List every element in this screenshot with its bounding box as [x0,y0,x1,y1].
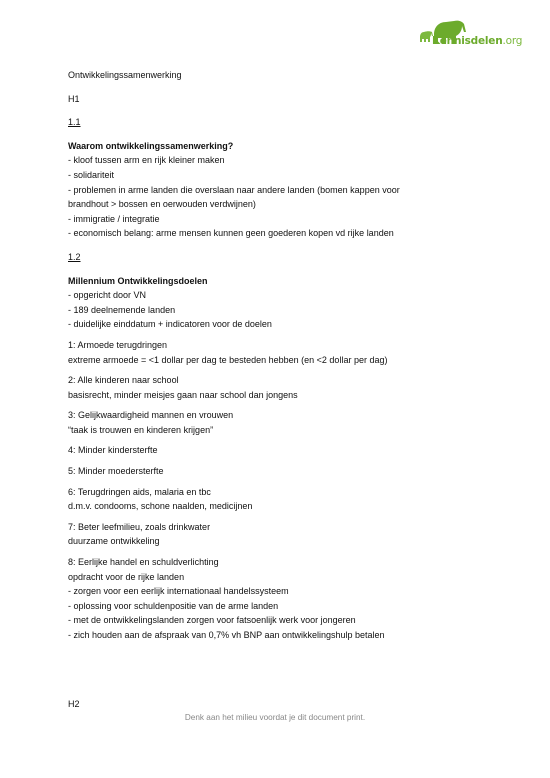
section-heading-1-1: Waarom ontwikkelingssamenwerking? [68,140,234,151]
list-item: - kloof tussen arm en rijk kleiner maken [68,155,225,166]
goal-title: 5: Minder moedersterfte [68,466,164,477]
kennisdelen-logo[interactable] [418,16,536,56]
goal-6 [68,485,488,514]
list-item: - oplossing voor schuldenpositie van de arme landen [68,600,279,611]
doc-title: Ontwikkelingssamenwerking [68,70,182,80]
logo-tld: .org [502,35,523,47]
goal-title: 8: Eerlijke handel en schuldverlichting [68,557,219,568]
section-1-2-list [68,288,488,332]
goal-5 [68,464,488,479]
goal-4 [68,443,488,458]
goal-1 [68,338,488,367]
logo-text [432,35,522,47]
goal-title: 1: Armoede terugdringen [68,339,168,350]
goal-text: basisrecht, minder meisjes gaan naar school dan jongens [68,389,298,400]
document-body [68,68,488,643]
list-item: - duidelijke einddatum + indicatoren voor de doelen [68,319,272,330]
footer-note: Denk aan het milieu voordat je dit document print. [184,713,366,722]
heading-h1: H1 [68,93,80,104]
list-item: - immigratie / integratie [68,213,160,224]
section-number-1-1: 1.1 [68,117,81,128]
list-item: brandhout > bossen en oerwouden verdwijnen) [68,199,256,210]
goal-text: d.m.v. condooms, schone naalden, medicijnen [68,501,253,512]
list-item: - economisch belang: arme mensen kunnen geen goederen kopen vd rijke landen [68,228,394,239]
goal-2 [68,373,488,402]
goal-title: 4: Minder kindersterfte [68,445,158,456]
goal-text: “taak is trouwen en kinderen krijgen” [68,424,214,435]
section-heading-1-2: Millennium Ontwikkelingsdoelen [68,275,208,286]
list-item: - zorgen voor een eerlijk internationaal handelssysteem [68,586,289,597]
goal-text: duurzame ontwikkeling [68,536,160,547]
section-number-1-2: 1.2 [68,251,81,262]
goal-8 [68,555,488,643]
list-item: - 189 deelnemende landen [68,304,176,315]
goal-title: 6: Terugdringen aids, malaria en tbc [68,486,211,497]
logo-brand: Kennisdelen [432,35,503,47]
goal-3 [68,408,488,437]
list-item: - problemen in arme landen die overslaan naar andere landen (bomen kappen voor [68,184,400,195]
goal-title: 7: Beter leefmilieu, zoals drinkwater [68,521,211,532]
heading-h2: H2 [68,699,80,709]
list-item: - met de ontwikkelingslanden zorgen voor fatsoenlijk werk voor jongeren [68,615,356,626]
section-1-1-list [68,153,488,241]
list-item: - solidariteit [68,169,115,180]
goal-text: opdracht voor de rijke landen [68,571,185,582]
goal-7 [68,520,488,549]
goal-title: 3: Gelijkwaardigheid mannen en vrouwen [68,410,234,421]
list-item: - opgericht door VN [68,290,147,301]
goal-text: extreme armoede = <1 dollar per dag te besteden hebben (en <2 dollar per dag) [68,354,388,365]
goal-title: 2: Alle kinderen naar school [68,375,179,386]
list-item: - zich houden aan de afspraak van 0,7% vh BNP aan ontwikkelingshulp betalen [68,630,385,640]
